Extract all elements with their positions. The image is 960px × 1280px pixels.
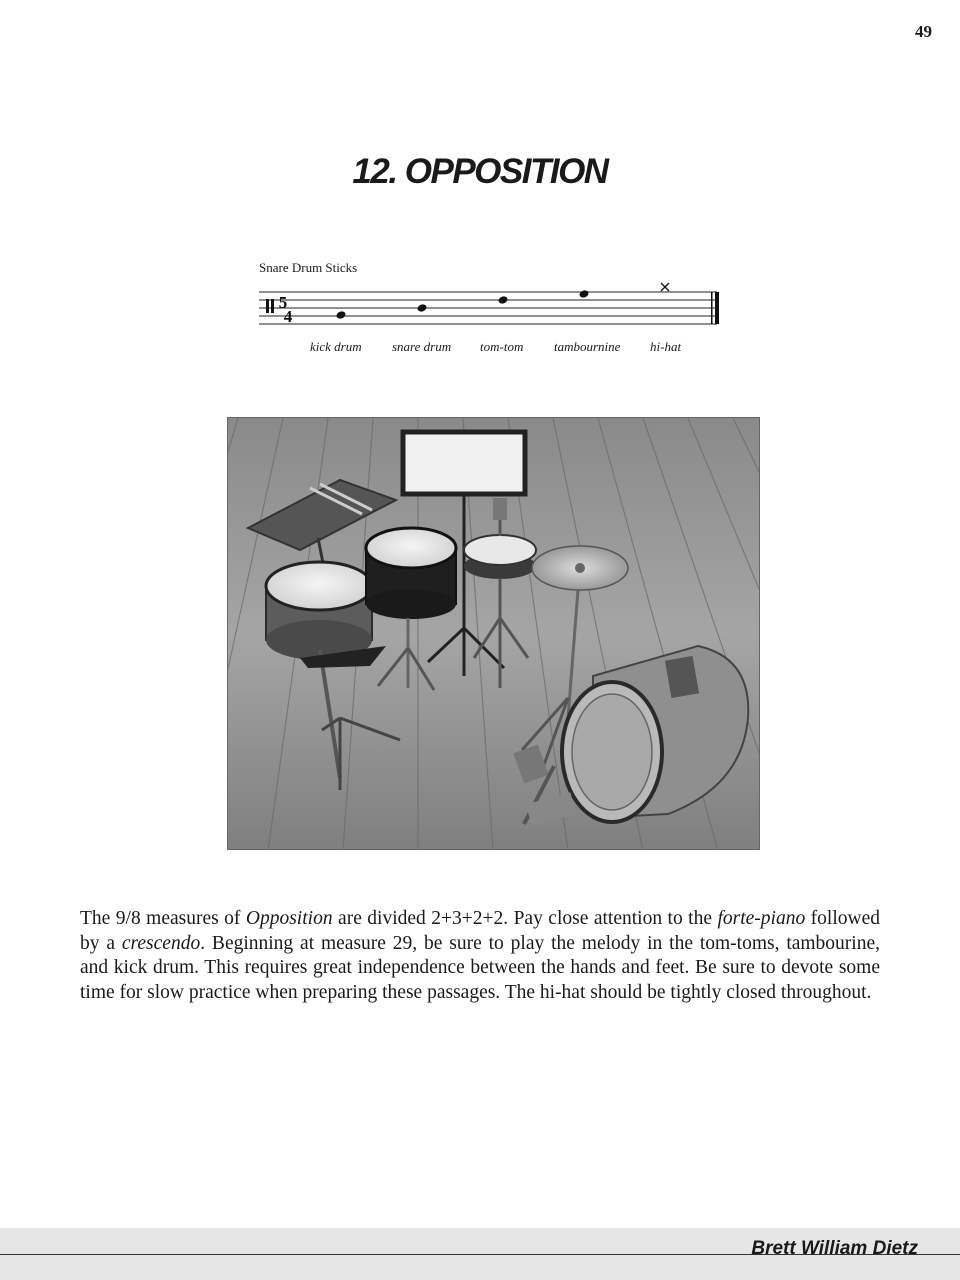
instrument-label: Snare Drum Sticks: [259, 260, 358, 275]
body-paragraph: [80, 907, 880, 1005]
note-tambourine: [579, 289, 590, 299]
final-barline: [711, 292, 719, 324]
body-emphasis-dynamic: forte-piano: [717, 908, 806, 929]
footer-author: Brett William Dietz: [751, 1238, 918, 1259]
body-text-segment: The 9/8 measures of: [80, 908, 246, 929]
note-snare-drum: [417, 303, 428, 313]
notation-staff: [255, 280, 725, 330]
note-hi-hat: [661, 283, 669, 291]
note-label-kick-drum: kick drum: [310, 339, 362, 354]
note-label-tom-tom: tom-tom: [480, 339, 524, 354]
body-text-segment: . Beginning at measure 29, be sure to play the melody in the tom-toms, tambourine, and kick drum. This requires great independence between the hands and feet. Be sure to devote some time for slow practice when preparing these passages. The hi-hat should be tightly closed throughout.: [80, 932, 881, 1003]
page-title: 12. OPPOSITION: [352, 152, 608, 191]
note-label-snare-drum: snare drum: [392, 339, 452, 354]
note-tom-tom: [498, 295, 509, 305]
drum-setup-photo: [227, 417, 760, 850]
time-signature-top: 5: [278, 293, 288, 312]
percussion-clef-icon: [266, 299, 274, 313]
body-emphasis-crescendo: crescendo: [121, 932, 201, 954]
note-label-hi-hat: hi-hat: [650, 339, 682, 354]
staff-lines: [259, 292, 717, 324]
note-label-tambourine: tambournine: [554, 339, 621, 354]
body-text-segment: followed by a: [80, 908, 880, 954]
note-kick-drum: [336, 310, 347, 320]
body-text-segment: are divided 2+3+2+2. Pay close attention to the: [332, 908, 718, 929]
page-number: 49: [915, 22, 932, 41]
time-signature-bottom: 4: [283, 307, 293, 326]
body-emphasis-title: Opposition: [245, 908, 333, 929]
